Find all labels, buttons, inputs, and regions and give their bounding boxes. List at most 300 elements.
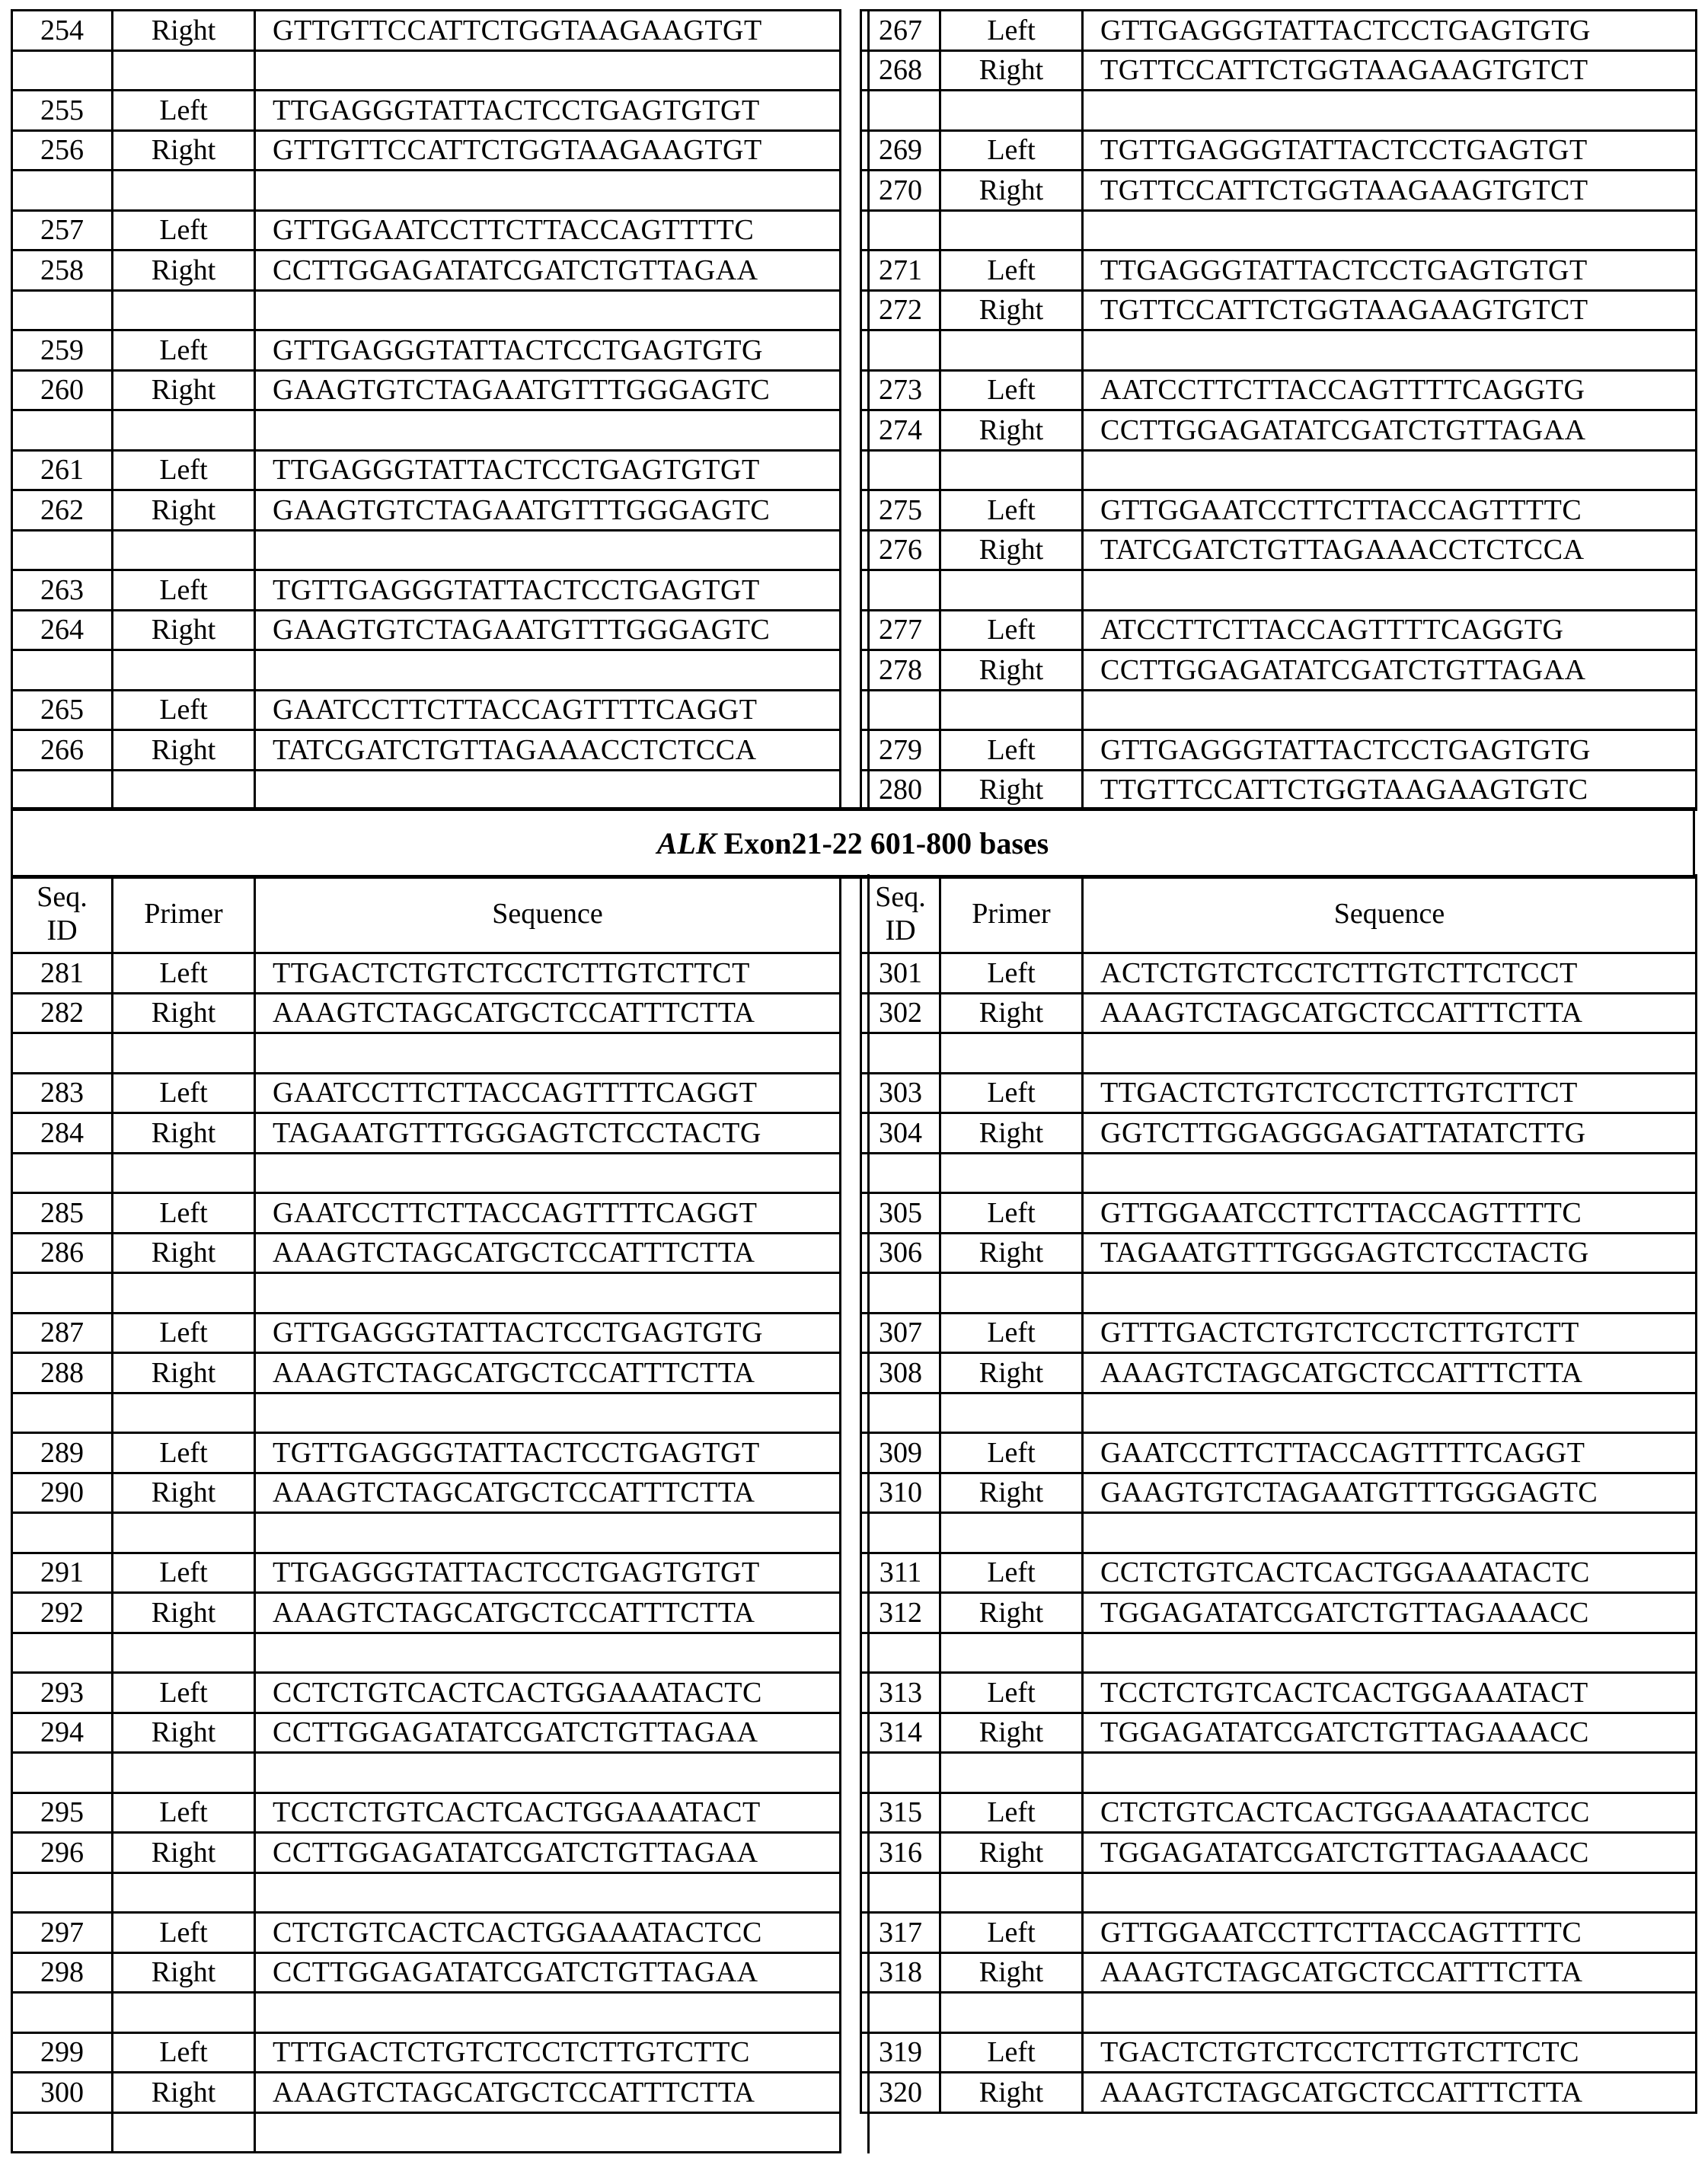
- seq-id-cell: 294: [12, 1713, 113, 1753]
- primer-cell: Right: [113, 130, 255, 171]
- sequence-cell: [255, 650, 841, 691]
- primer-cell: Right: [113, 1353, 255, 1393]
- bottom-left-rows: [12, 953, 841, 2153]
- primer-cell: Left: [940, 130, 1083, 171]
- table-row: [861, 171, 1697, 211]
- table-row: [12, 1593, 841, 1633]
- sequence-cell: TATCGATCTGTTAGAAACCTCTCCA: [1083, 530, 1697, 570]
- seq-id-cell: 287: [12, 1313, 113, 1353]
- seq-id-cell: 254: [12, 11, 113, 51]
- seq-id-cell: [861, 1153, 940, 1193]
- sequence-cell: CCTCTGTCACTCACTGGAAATACTC: [255, 1673, 841, 1713]
- primer-cell: Left: [113, 2032, 255, 2073]
- sequence-cell: CTCTGTCACTCACTGGAAATACTCC: [255, 1913, 841, 1953]
- seq-id-cell: 316: [861, 1833, 940, 1873]
- primer-cell: Left: [113, 1193, 255, 1234]
- sequence-cell: [1083, 1393, 1697, 1433]
- spacer-row: [12, 1633, 841, 1673]
- primer-cell: Right: [113, 2073, 255, 2113]
- sequence-cell: AAAGTCTAGCATGCTCCATTTCTTA: [1083, 2073, 1697, 2113]
- sequence-cell: [255, 770, 841, 810]
- table-row: [861, 1792, 1697, 1833]
- primer-cell: [113, 1393, 255, 1433]
- seq-id-cell: 277: [861, 610, 940, 650]
- seq-id-cell: [861, 1753, 940, 1793]
- primer-cell: Right: [940, 171, 1083, 211]
- seq-id-cell: [12, 1993, 113, 2033]
- primer-cell: Left: [113, 91, 255, 131]
- seq-id-cell: 299: [12, 2032, 113, 2073]
- sequence-cell: [1083, 91, 1697, 131]
- table-row: [12, 730, 841, 771]
- seq-id-cell: [861, 690, 940, 730]
- primer-cell: Left: [113, 690, 255, 730]
- primer-cell: [113, 2112, 255, 2153]
- seq-id-cell: 302: [861, 993, 940, 1033]
- primer-cell: [940, 91, 1083, 131]
- primer-cell: Left: [940, 370, 1083, 410]
- column-header-row: [861, 876, 1697, 953]
- seq-id-cell: 278: [861, 650, 940, 691]
- seq-id-cell: [861, 210, 940, 251]
- table-row: [861, 251, 1697, 291]
- primer-cell: Right: [940, 770, 1083, 810]
- seq-id-cell: [12, 1153, 113, 1193]
- primer-cell: Left: [113, 1433, 255, 1473]
- top-right-rows: [861, 11, 1697, 810]
- table-row: [861, 1193, 1697, 1234]
- spacer-row: [861, 1513, 1697, 1553]
- sequence-cell: GAATCCTTCTTACCAGTTTTCAGGT: [255, 1073, 841, 1113]
- table-row: [861, 530, 1697, 570]
- sequence-cell: GAAGTGTCTAGAATGTTTGGGAGTC: [255, 610, 841, 650]
- seq-id-cell: 320: [861, 2073, 940, 2113]
- overlap-divider-bottom: [867, 874, 870, 2153]
- spacer-row: [12, 1273, 841, 1314]
- sequence-cell: [255, 1153, 841, 1193]
- sequence-cell: TGGAGATATCGATCTGTTAGAAACC: [1083, 1593, 1697, 1633]
- seq-id-cell: [861, 1513, 940, 1553]
- sequence-cell: GAAGTGTCTAGAATGTTTGGGAGTC: [1083, 1473, 1697, 1513]
- sequence-cell: TTGAGGGTATTACTCCTGAGTGTGT: [1083, 251, 1697, 291]
- seq-id-cell: 310: [861, 1473, 940, 1513]
- seq-id-cell: 312: [861, 1593, 940, 1633]
- sequence-cell: AAAGTCTAGCATGCTCCATTTCTTA: [1083, 1353, 1697, 1393]
- primer-cell: Left: [940, 1792, 1083, 1833]
- primer-cell: Right: [113, 1473, 255, 1513]
- table-row: [861, 1113, 1697, 1154]
- primer-cell: Right: [940, 1473, 1083, 1513]
- seq-id-cell: 308: [861, 1353, 940, 1393]
- primer-cell: Right: [940, 1952, 1083, 1993]
- sequence-cell: [255, 1033, 841, 1074]
- sequence-cell: GTTGTTCCATTCTGGTAAGAAGTGT: [255, 11, 841, 51]
- seq-id-cell: 280: [861, 770, 940, 810]
- seq-id-cell: 265: [12, 690, 113, 730]
- sequence-cell: [255, 530, 841, 570]
- table-row: [861, 11, 1697, 51]
- table-row: [12, 1792, 841, 1833]
- seq-id-cell: 288: [12, 1353, 113, 1393]
- seq-id-cell: [861, 330, 940, 371]
- seq-id-cell: 305: [861, 1193, 940, 1234]
- sequence-cell: [255, 171, 841, 211]
- table-row: [861, 370, 1697, 410]
- spacer-row: [12, 1872, 841, 1913]
- spacer-row: [861, 570, 1697, 611]
- table-row: [12, 2032, 841, 2073]
- spacer-row: [12, 171, 841, 211]
- spacer-row: [861, 1753, 1697, 1793]
- seq-id-cell: 263: [12, 570, 113, 611]
- primer-cell: Right: [113, 11, 255, 51]
- seq-id-cell: 313: [861, 1673, 940, 1713]
- table-row: [861, 1593, 1697, 1633]
- primer-cell: Right: [113, 370, 255, 410]
- sequence-cell: [1083, 210, 1697, 251]
- spacer-row: [12, 2112, 841, 2153]
- primer-cell: [940, 450, 1083, 490]
- seq-id-cell: 314: [861, 1713, 940, 1753]
- table-row: [12, 1473, 841, 1513]
- seq-id-cell: [12, 2112, 113, 2153]
- sequence-cell: [1083, 1872, 1697, 1913]
- primer-cell: Right: [113, 490, 255, 531]
- primer-cell: Right: [113, 1833, 255, 1873]
- primer-cell: Left: [940, 490, 1083, 531]
- spacer-row: [12, 410, 841, 451]
- seq-id-cell: [12, 1872, 113, 1913]
- sequence-cell: TGTTGAGGGTATTACTCCTGAGTGT: [1083, 130, 1697, 171]
- table-row: [861, 1913, 1697, 1953]
- primer-cell: Right: [940, 410, 1083, 451]
- primer-cell: Left: [940, 953, 1083, 994]
- primer-cell: [940, 1633, 1083, 1673]
- spacer-row: [12, 1393, 841, 1433]
- sequence-cell: TATCGATCTGTTAGAAACCTCTCCA: [255, 730, 841, 771]
- primer-cell: Right: [940, 530, 1083, 570]
- column-header-sequence: Sequence: [1083, 876, 1697, 953]
- table-row: [861, 1952, 1697, 1993]
- table-row: [861, 490, 1697, 531]
- sequence-cell: CCTTGGAGATATCGATCTGTTAGAA: [255, 1952, 841, 1993]
- sequence-cell: AAAGTCTAGCATGCTCCATTTCTTA: [255, 1353, 841, 1393]
- sequence-cell: [1083, 570, 1697, 611]
- column-header-row: [12, 876, 841, 953]
- table-row: [12, 1233, 841, 1273]
- primer-cell: Left: [113, 1073, 255, 1113]
- primer-cell: Right: [940, 650, 1083, 691]
- seq-id-cell: 303: [861, 1073, 940, 1113]
- table-row: [12, 1913, 841, 1953]
- table-row: [12, 251, 841, 291]
- column-header-primer: Primer: [940, 876, 1083, 953]
- sequence-cell: [1083, 1753, 1697, 1793]
- primer-cell: Right: [113, 251, 255, 291]
- seq-id-cell: 261: [12, 450, 113, 490]
- primer-cell: [940, 1273, 1083, 1314]
- seq-id-cell: [861, 1033, 940, 1074]
- table-row: [861, 2073, 1697, 2113]
- sequence-cell: AAAGTCTAGCATGCTCCATTTCTTA: [255, 993, 841, 1033]
- primer-cell: [113, 1153, 255, 1193]
- table-row: [12, 1113, 841, 1154]
- sequence-cell: AAAGTCTAGCATGCTCCATTTCTTA: [1083, 1952, 1697, 1993]
- table-row: [12, 570, 841, 611]
- seq-id-cell: 284: [12, 1113, 113, 1154]
- primer-cell: Left: [113, 1553, 255, 1593]
- seq-id-cell: 268: [861, 50, 940, 91]
- sequence-cell: GTTGGAATCCTTCTTACCAGTTTTC: [1083, 1913, 1697, 1953]
- spacer-row: [12, 290, 841, 330]
- primer-cell: [113, 1513, 255, 1553]
- section-title: [11, 807, 1695, 879]
- seq-id-cell: 307: [861, 1313, 940, 1353]
- sequence-cell: ACTCTGTCTCCTCTTGTCTTCTCCT: [1083, 953, 1697, 994]
- sequence-cell: GAATCCTTCTTACCAGTTTTCAGGT: [255, 1193, 841, 1234]
- primer-cell: [940, 1872, 1083, 1913]
- seq-id-cell: 286: [12, 1233, 113, 1273]
- seq-id-cell: 270: [861, 171, 940, 211]
- primer-cell: Right: [940, 1713, 1083, 1753]
- table-row: [861, 1553, 1697, 1593]
- sequence-cell: TTGTTCCATTCTGGTAAGAAGTGTC: [1083, 770, 1697, 810]
- primer-cell: [113, 1872, 255, 1913]
- primer-cell: Left: [113, 570, 255, 611]
- seq-id-cell: [12, 650, 113, 691]
- primer-cell: Left: [113, 953, 255, 994]
- table-row: [12, 1673, 841, 1713]
- seq-id-cell: 258: [12, 251, 113, 291]
- table-row: [861, 1313, 1697, 1353]
- seq-id-cell: 266: [12, 730, 113, 771]
- seq-id-cell: 319: [861, 2032, 940, 2073]
- sequence-cell: GAATCCTTCTTACCAGTTTTCAGGT: [255, 690, 841, 730]
- primer-cell: [113, 1993, 255, 2033]
- top-left-rows: [12, 11, 841, 810]
- seq-id-cell: 291: [12, 1553, 113, 1593]
- sequence-cell: [1083, 1273, 1697, 1314]
- sequence-cell: [255, 50, 841, 91]
- seq-id-cell: 272: [861, 290, 940, 330]
- seq-id-cell: 259: [12, 330, 113, 371]
- primer-cell: [940, 1993, 1083, 2033]
- sequence-cell: [255, 1393, 841, 1433]
- primer-cell: Left: [940, 1313, 1083, 1353]
- sequence-cell: CCTTGGAGATATCGATCTGTTAGAA: [1083, 410, 1697, 451]
- primer-cell: [940, 1153, 1083, 1193]
- seq-id-cell: 295: [12, 1792, 113, 1833]
- seq-id-cell: [861, 1872, 940, 1913]
- table-row: [12, 1433, 841, 1473]
- table-row: [861, 1433, 1697, 1473]
- primer-cell: [940, 1033, 1083, 1074]
- sequence-cell: [1083, 1153, 1697, 1193]
- table-row: [861, 1353, 1697, 1393]
- sequence-cell: TTGAGGGTATTACTCCTGAGTGTGT: [255, 91, 841, 131]
- primer-cell: Left: [940, 1193, 1083, 1234]
- seq-id-cell: [12, 1753, 113, 1793]
- sequence-cell: [255, 1273, 841, 1314]
- sequence-cell: [255, 2112, 841, 2153]
- sequence-cell: AAAGTCTAGCATGCTCCATTTCTTA: [255, 1473, 841, 1513]
- spacer-row: [861, 1993, 1697, 2033]
- spacer-row: [12, 1513, 841, 1553]
- seq-id-cell: 289: [12, 1433, 113, 1473]
- primer-cell: Left: [940, 610, 1083, 650]
- seq-id-cell: 306: [861, 1233, 940, 1273]
- primer-cell: [940, 210, 1083, 251]
- seq-id-cell: [12, 1393, 113, 1433]
- primer-cell: Left: [940, 1673, 1083, 1713]
- primer-cell: Left: [940, 11, 1083, 51]
- primer-cell: Right: [940, 993, 1083, 1033]
- primer-cell: [940, 330, 1083, 371]
- overlap-divider-top: [867, 9, 870, 809]
- seq-id-cell: 282: [12, 993, 113, 1033]
- table-row: [12, 1353, 841, 1393]
- seq-id-cell: 276: [861, 530, 940, 570]
- spacer-row: [861, 450, 1697, 490]
- seq-id-cell: 290: [12, 1473, 113, 1513]
- table-row: [12, 11, 841, 51]
- spacer-row: [861, 1153, 1697, 1193]
- table-row: [12, 91, 841, 131]
- primer-cell: [940, 1513, 1083, 1553]
- seq-id-cell: [861, 450, 940, 490]
- primer-cell: [113, 650, 255, 691]
- primer-cell: [940, 1393, 1083, 1433]
- table-row: [861, 50, 1697, 91]
- sequence-cell: [1083, 1993, 1697, 2033]
- bottom-right-primer-table: [860, 874, 1697, 2114]
- seq-id-cell: 285: [12, 1193, 113, 1234]
- seq-id-cell: 267: [861, 11, 940, 51]
- seq-id-cell: 292: [12, 1593, 113, 1633]
- seq-id-cell: [12, 1273, 113, 1314]
- primer-cell: Right: [113, 1593, 255, 1633]
- sequence-cell: [1083, 1513, 1697, 1553]
- seq-id-cell: [12, 50, 113, 91]
- primer-cell: Left: [940, 251, 1083, 291]
- table-row: [12, 1193, 841, 1234]
- seq-id-cell: 300: [12, 2073, 113, 2113]
- primer-cell: Right: [113, 993, 255, 1033]
- seq-id-cell: [861, 570, 940, 611]
- sequence-cell: AAAGTCTAGCATGCTCCATTTCTTA: [255, 1593, 841, 1633]
- sequence-cell: GTTGAGGGTATTACTCCTGAGTGTG: [1083, 730, 1697, 771]
- table-row: [861, 953, 1697, 994]
- spacer-row: [861, 1872, 1697, 1913]
- primer-cell: Right: [940, 1233, 1083, 1273]
- seq-id-cell: 283: [12, 1073, 113, 1113]
- sequence-cell: TGTTCCATTCTGGTAAGAAGTGTCT: [1083, 50, 1697, 91]
- seq-id-cell: [861, 1393, 940, 1433]
- primer-cell: [113, 1033, 255, 1074]
- seq-id-cell: 279: [861, 730, 940, 771]
- seq-id-cell: [12, 1513, 113, 1553]
- table-row: [861, 1673, 1697, 1713]
- primer-cell: Left: [113, 330, 255, 371]
- sequence-cell: TGTTGAGGGTATTACTCCTGAGTGT: [255, 570, 841, 611]
- table-row: [861, 1073, 1697, 1113]
- bottom-left-primer-table: [11, 874, 841, 2153]
- sequence-cell: [1083, 690, 1697, 730]
- seq-id-cell: [12, 1633, 113, 1673]
- table-row: [12, 953, 841, 994]
- seq-id-cell: 262: [12, 490, 113, 531]
- sequence-cell: [255, 290, 841, 330]
- sequence-cell: CCTTGGAGATATCGATCTGTTAGAA: [255, 1713, 841, 1753]
- primer-cell: Right: [113, 1233, 255, 1273]
- sequence-cell: GTTGTTCCATTCTGGTAAGAAGTGT: [255, 130, 841, 171]
- primer-cell: [113, 1753, 255, 1793]
- section-title-gene: ALK: [656, 825, 717, 860]
- column-header-seq-id: Seq. ID: [12, 876, 113, 953]
- sequence-cell: TAGAATGTTTGGGAGTCTCCTACTG: [1083, 1233, 1697, 1273]
- seq-id-cell: [12, 1033, 113, 1074]
- seq-id-cell: 301: [861, 953, 940, 994]
- sequence-cell: CTCTGTCACTCACTGGAAATACTCC: [1083, 1792, 1697, 1833]
- primer-cell: Left: [940, 1433, 1083, 1473]
- primer-cell: Left: [940, 1913, 1083, 1953]
- primer-cell: Left: [113, 210, 255, 251]
- table-row: [12, 1073, 841, 1113]
- sequence-cell: TTGACTCTGTCTCCTCTTGTCTTCT: [1083, 1073, 1697, 1113]
- spacer-row: [861, 1033, 1697, 1074]
- top-left-primer-table: [11, 9, 841, 811]
- seq-id-cell: 311: [861, 1553, 940, 1593]
- primer-cell: [113, 1633, 255, 1673]
- sequence-cell: TGTTCCATTCTGGTAAGAAGTGTCT: [1083, 171, 1697, 211]
- sequence-cell: ATCCTTCTTACCAGTTTTCAGGTG: [1083, 610, 1697, 650]
- seq-id-cell: [12, 530, 113, 570]
- sequence-cell: AAAGTCTAGCATGCTCCATTTCTTA: [255, 2073, 841, 2113]
- sequence-cell: TAGAATGTTTGGGAGTCTCCTACTG: [255, 1113, 841, 1154]
- primer-cell: Right: [940, 1353, 1083, 1393]
- sequence-cell: [1083, 1033, 1697, 1074]
- spacer-row: [861, 690, 1697, 730]
- table-row: [12, 993, 841, 1033]
- sequence-cell: TTTGACTCTGTCTCCTCTTGTCTTC: [255, 2032, 841, 2073]
- table-row: [861, 1233, 1697, 1273]
- table-row: [12, 490, 841, 531]
- primer-cell: Right: [940, 1113, 1083, 1154]
- table-row: [861, 993, 1697, 1033]
- seq-id-cell: 318: [861, 1952, 940, 1993]
- table-row: [861, 650, 1697, 691]
- seq-id-cell: 271: [861, 251, 940, 291]
- sequence-cell: TTGAGGGTATTACTCCTGAGTGTGT: [255, 1553, 841, 1593]
- primer-cell: Right: [940, 2073, 1083, 2113]
- column-header-seq-id: Seq. ID: [861, 876, 940, 953]
- sequence-cell: CCTTGGAGATATCGATCTGTTAGAA: [255, 251, 841, 291]
- table-row: [12, 1553, 841, 1593]
- seq-id-cell: [861, 1273, 940, 1314]
- table-row: [12, 130, 841, 171]
- table-row: [12, 2073, 841, 2113]
- sequence-cell: [255, 1993, 841, 2033]
- table-row: [861, 2032, 1697, 2073]
- sequence-cell: [1083, 450, 1697, 490]
- primer-cell: [113, 50, 255, 91]
- sequence-cell: TCCTCTGTCACTCACTGGAAATACT: [1083, 1673, 1697, 1713]
- table-row: [12, 1952, 841, 1993]
- primer-cell: [113, 530, 255, 570]
- primer-cell: Right: [940, 290, 1083, 330]
- table-row: [861, 130, 1697, 171]
- primer-cell: Left: [940, 1553, 1083, 1593]
